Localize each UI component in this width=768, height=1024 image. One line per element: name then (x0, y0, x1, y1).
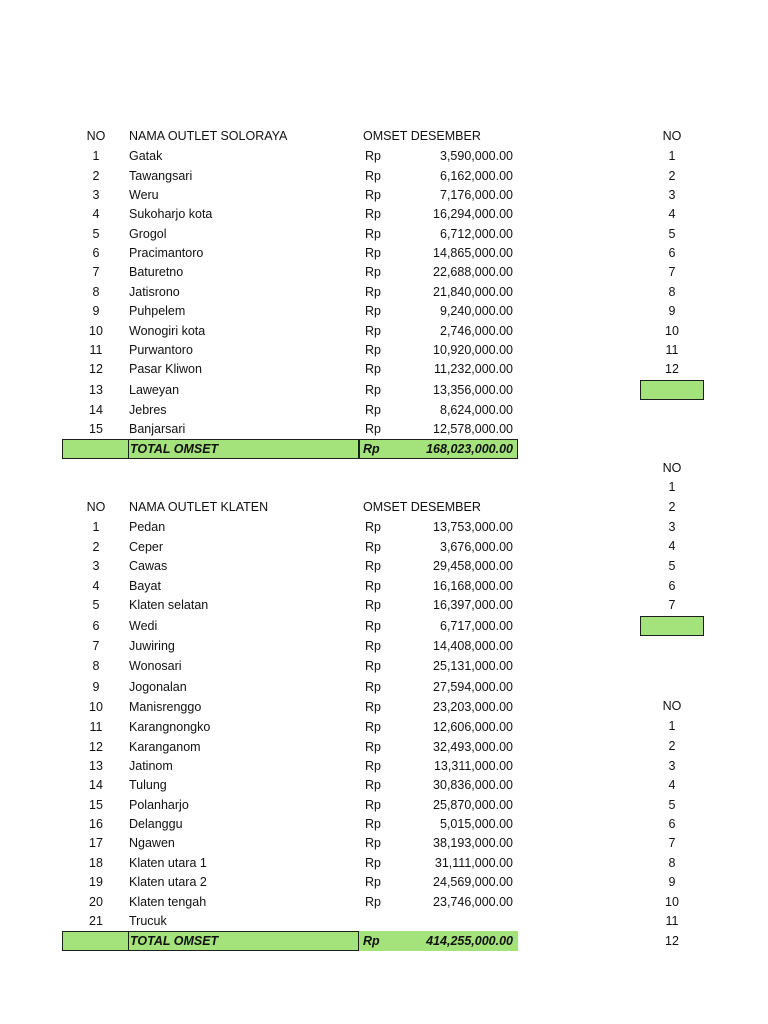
outlet-name: Purwantoro (129, 343, 193, 357)
right-row-number: 9 (668, 304, 676, 318)
right-col-header-no: NO (662, 129, 682, 143)
row-number: 8 (92, 659, 100, 673)
col-header-omset: OMSET DESEMBER (363, 129, 481, 143)
currency-label: Rp (365, 520, 381, 534)
table-row (0, 677, 768, 697)
currency-label: Rp (365, 659, 381, 673)
omset-amount: 27,594,000.00 (433, 680, 513, 694)
omset-amount: 29,458,000.00 (433, 559, 513, 573)
omset-amount: 16,397,000.00 (433, 598, 513, 612)
right-row-number: 11 (665, 914, 679, 928)
outlet-name: Ceper (129, 540, 164, 554)
outlet-name: Jatinom (129, 759, 173, 773)
total-currency: Rp (363, 442, 380, 456)
outlet-name: Grogol (129, 227, 167, 241)
omset-amount: 6,717,000.00 (440, 619, 513, 633)
highlighted-empty-cell (640, 380, 704, 400)
currency-label: Rp (365, 304, 381, 318)
omset-amount: 16,294,000.00 (433, 207, 513, 221)
right-row-number: 10 (665, 895, 679, 909)
outlet-name: Klaten selatan (129, 598, 209, 612)
list-item (0, 795, 768, 815)
currency-label: Rp (365, 207, 381, 221)
list-item (0, 185, 768, 205)
outlet-name: Manisrenggo (129, 700, 202, 714)
list-item (0, 775, 768, 795)
row-number: 12 (89, 362, 103, 376)
row-number: 21 (89, 914, 103, 928)
right-list-header (0, 126, 768, 146)
row-number: 15 (89, 798, 103, 812)
currency-label: Rp (365, 285, 381, 299)
omset-amount: 13,753,000.00 (433, 520, 513, 534)
outlet-name: Cawas (129, 559, 168, 573)
currency-label: Rp (365, 540, 381, 554)
col-header-omset: OMSET DESEMBER (363, 500, 481, 514)
omset-amount: 30,836,000.00 (433, 778, 513, 792)
currency-label: Rp (365, 579, 381, 593)
list-item (0, 756, 768, 776)
outlet-name: Klaten tengah (129, 895, 207, 909)
row-number: 14 (89, 403, 103, 417)
outlet-name: Pracimantoro (129, 246, 204, 260)
outlet-name: Jebres (129, 403, 167, 417)
row-number: 14 (89, 778, 103, 792)
row-number: 8 (92, 285, 100, 299)
currency-label: Rp (365, 559, 381, 573)
total-amount: 414,255,000.00 (426, 934, 513, 948)
outlet-name: Jogonalan (129, 680, 187, 694)
outlet-name: Jatisrono (129, 285, 180, 299)
omset-amount: 12,606,000.00 (433, 720, 513, 734)
right-row-number: 2 (668, 169, 676, 183)
right-row-number: 2 (668, 500, 676, 514)
currency-label: Rp (365, 324, 381, 338)
right-row-number: 12 (665, 362, 679, 376)
currency-label: Rp (365, 759, 381, 773)
list-item (0, 833, 768, 853)
outlet-name: Sukoharjo kota (129, 207, 213, 221)
currency-label: Rp (365, 362, 381, 376)
omset-amount: 38,193,000.00 (433, 836, 513, 850)
outlet-name: Klaten utara 1 (129, 856, 207, 870)
list-item (0, 204, 768, 224)
outlet-name: Pasar Kliwon (129, 362, 202, 376)
row-number: 15 (89, 422, 103, 436)
row-number: 4 (92, 579, 100, 593)
omset-amount: 10,920,000.00 (433, 343, 513, 357)
list-item (0, 477, 768, 497)
currency-label: Rp (365, 680, 381, 694)
right-row-number: 3 (668, 759, 676, 773)
right-row-number: 3 (668, 188, 676, 202)
outlet-name: Karangnongko (129, 720, 211, 734)
right-row-number: 7 (668, 598, 676, 612)
outlet-name: Pedan (129, 520, 166, 534)
list-item (0, 853, 768, 873)
currency-label: Rp (365, 895, 381, 909)
row-number: 19 (89, 875, 103, 889)
table-row (0, 636, 768, 656)
currency-label: Rp (365, 875, 381, 889)
outlet-name: Tawangsari (129, 169, 193, 183)
outlet-name: Weru (129, 188, 159, 202)
row-number: 6 (92, 619, 100, 633)
omset-amount: 9,240,000.00 (440, 304, 513, 318)
row-number: 11 (89, 343, 103, 357)
list-item (0, 736, 768, 756)
table-row (0, 656, 768, 676)
right-row-number: 9 (668, 875, 676, 889)
omset-amount: 23,746,000.00 (433, 895, 513, 909)
list-item (0, 321, 768, 341)
list-item (0, 911, 768, 931)
row-number: 1 (92, 520, 100, 534)
right-row-number: 6 (668, 246, 676, 260)
right-row-number: 5 (668, 798, 676, 812)
row-number: 16 (89, 817, 103, 831)
right-row-number: 10 (665, 324, 679, 338)
omset-amount: 12,578,000.00 (433, 422, 513, 436)
omset-amount: 8,624,000.00 (440, 403, 513, 417)
outlet-name: Trucuk (129, 914, 167, 928)
right-row-number: 8 (668, 856, 676, 870)
col-header-no: NO (86, 500, 106, 514)
list-item (0, 497, 768, 517)
right-row-number: 4 (668, 778, 676, 792)
row-number: 3 (92, 559, 100, 573)
table-row (0, 400, 768, 420)
row-number: 10 (89, 700, 103, 714)
col-header-outlet: NAMA OUTLET KLATEN (129, 500, 269, 514)
row-number: 7 (92, 639, 100, 653)
row-number: 9 (92, 680, 100, 694)
list-item (0, 536, 768, 556)
omset-amount: 25,870,000.00 (433, 798, 513, 812)
list-item (0, 556, 768, 576)
right-row-number: 1 (668, 149, 676, 163)
outlet-name: Ngawen (129, 836, 175, 850)
omset-amount: 21,840,000.00 (433, 285, 513, 299)
right-row-number: 6 (668, 817, 676, 831)
omset-amount: 2,746,000.00 (440, 324, 513, 338)
right-row-number: 5 (668, 559, 676, 573)
currency-label: Rp (365, 856, 381, 870)
currency-label: Rp (365, 700, 381, 714)
outlet-name: Puhpelem (129, 304, 186, 318)
row-number: 6 (92, 246, 100, 260)
row-number: 10 (89, 324, 103, 338)
row-number: 5 (92, 227, 100, 241)
currency-label: Rp (365, 246, 381, 260)
omset-amount: 22,688,000.00 (433, 265, 513, 279)
list-item (0, 892, 768, 912)
row-number: 17 (89, 836, 103, 850)
col-header-outlet: NAMA OUTLET SOLORAYA (129, 129, 288, 143)
list-item (0, 243, 768, 263)
right-row-number: 5 (668, 227, 676, 241)
list-item (0, 301, 768, 321)
list-item (0, 814, 768, 834)
right-row-number: 1 (668, 719, 676, 733)
outlet-name: Karanganom (129, 740, 201, 754)
omset-amount: 14,865,000.00 (433, 246, 513, 260)
list-item (0, 517, 768, 537)
omset-amount: 6,712,000.00 (440, 227, 513, 241)
list-item (0, 146, 768, 166)
row-number: 7 (92, 265, 100, 279)
omset-amount: 13,356,000.00 (433, 383, 513, 397)
right-col-header-no: NO (662, 461, 682, 475)
right-row-number: 3 (668, 520, 676, 534)
right-row-number: 4 (668, 539, 676, 553)
outlet-name: Tulung (129, 778, 167, 792)
omset-amount: 16,168,000.00 (433, 579, 513, 593)
right-row-number: 1 (668, 480, 676, 494)
soloraya-total-row (0, 439, 768, 459)
right-row-number: 4 (668, 207, 676, 221)
row-number: 18 (89, 856, 103, 870)
list-item (0, 716, 768, 736)
right-row-number: 7 (668, 265, 676, 279)
outlet-name: Wonogiri kota (129, 324, 206, 338)
omset-amount: 3,590,000.00 (440, 149, 513, 163)
list-item (0, 262, 768, 282)
row-number: 2 (92, 169, 100, 183)
currency-label: Rp (365, 740, 381, 754)
omset-amount: 31,111,000.00 (434, 856, 513, 870)
right-row-number: 12 (665, 934, 679, 948)
row-number: 9 (92, 304, 100, 318)
currency-label: Rp (365, 265, 381, 279)
omset-amount: 13,311,000.00 (433, 759, 513, 773)
right-row-number: 2 (668, 739, 676, 753)
omset-amount: 5,015,000.00 (440, 817, 513, 831)
currency-label: Rp (365, 720, 381, 734)
row-number: 13 (89, 759, 103, 773)
right-row-number: 6 (668, 579, 676, 593)
outlet-name: Laweyan (129, 383, 180, 397)
omset-amount: 7,176,000.00 (440, 188, 513, 202)
list-item (0, 224, 768, 244)
row-number: 1 (92, 149, 100, 163)
outlet-name: Banjarsari (129, 422, 186, 436)
outlet-name: Juwiring (129, 639, 175, 653)
currency-label: Rp (365, 798, 381, 812)
right-col-header-no: NO (662, 699, 682, 713)
currency-label: Rp (365, 619, 381, 633)
row-number: 13 (89, 383, 103, 397)
omset-amount: 23,203,000.00 (433, 700, 513, 714)
list-item (0, 340, 768, 360)
outlet-name: Bayat (129, 579, 161, 593)
row-number: 3 (92, 188, 100, 202)
currency-label: Rp (365, 598, 381, 612)
row-number: 20 (89, 895, 103, 909)
currency-label: Rp (365, 188, 381, 202)
col-header-no: NO (86, 129, 106, 143)
right-row-number: 11 (665, 343, 679, 357)
list-item (0, 166, 768, 186)
currency-label: Rp (365, 422, 381, 436)
total-label: TOTAL OMSET (130, 934, 219, 948)
currency-label: Rp (365, 343, 381, 357)
outlet-name: Klaten utara 2 (129, 875, 207, 889)
list-item (0, 872, 768, 892)
row-number: 4 (92, 207, 100, 221)
right-list-header (0, 458, 768, 478)
currency-label: Rp (365, 227, 381, 241)
omset-amount: 6,162,000.00 (440, 169, 513, 183)
total-label: TOTAL OMSET (130, 442, 219, 456)
outlet-name: Gatak (129, 149, 163, 163)
omset-amount: 11,232,000.00 (433, 362, 513, 376)
list-item (0, 282, 768, 302)
total-amount: 168,023,000.00 (426, 442, 513, 456)
currency-label: Rp (365, 639, 381, 653)
currency-label: Rp (365, 817, 381, 831)
omset-amount: 25,131,000.00 (433, 659, 513, 673)
right-row-number: 7 (668, 836, 676, 850)
list-item (0, 359, 768, 379)
outlet-name: Delanggu (129, 817, 183, 831)
currency-label: Rp (365, 836, 381, 850)
highlighted-empty-cell (640, 616, 704, 636)
row-number: 2 (92, 540, 100, 554)
outlet-name: Baturetno (129, 265, 184, 279)
outlet-name: Wedi (129, 619, 158, 633)
list-item (0, 595, 768, 615)
currency-label: Rp (365, 383, 381, 397)
total-currency: Rp (363, 934, 380, 948)
list-item (0, 931, 768, 951)
table-row (0, 419, 768, 439)
row-number: 12 (89, 740, 103, 754)
outlet-name: Wonosari (129, 659, 182, 673)
currency-label: Rp (365, 778, 381, 792)
right-list-header (0, 696, 768, 716)
omset-amount: 32,493,000.00 (433, 740, 513, 754)
row-number: 5 (92, 598, 100, 612)
row-number: 11 (89, 720, 103, 734)
omset-amount: 14,408,000.00 (433, 639, 513, 653)
right-row-number: 8 (668, 285, 676, 299)
currency-label: Rp (365, 403, 381, 417)
outlet-name: Polanharjo (129, 798, 189, 812)
list-item (0, 576, 768, 596)
omset-amount: 24,569,000.00 (433, 875, 513, 889)
currency-label: Rp (365, 149, 381, 163)
currency-label: Rp (365, 169, 381, 183)
omset-amount: 3,676,000.00 (440, 540, 513, 554)
